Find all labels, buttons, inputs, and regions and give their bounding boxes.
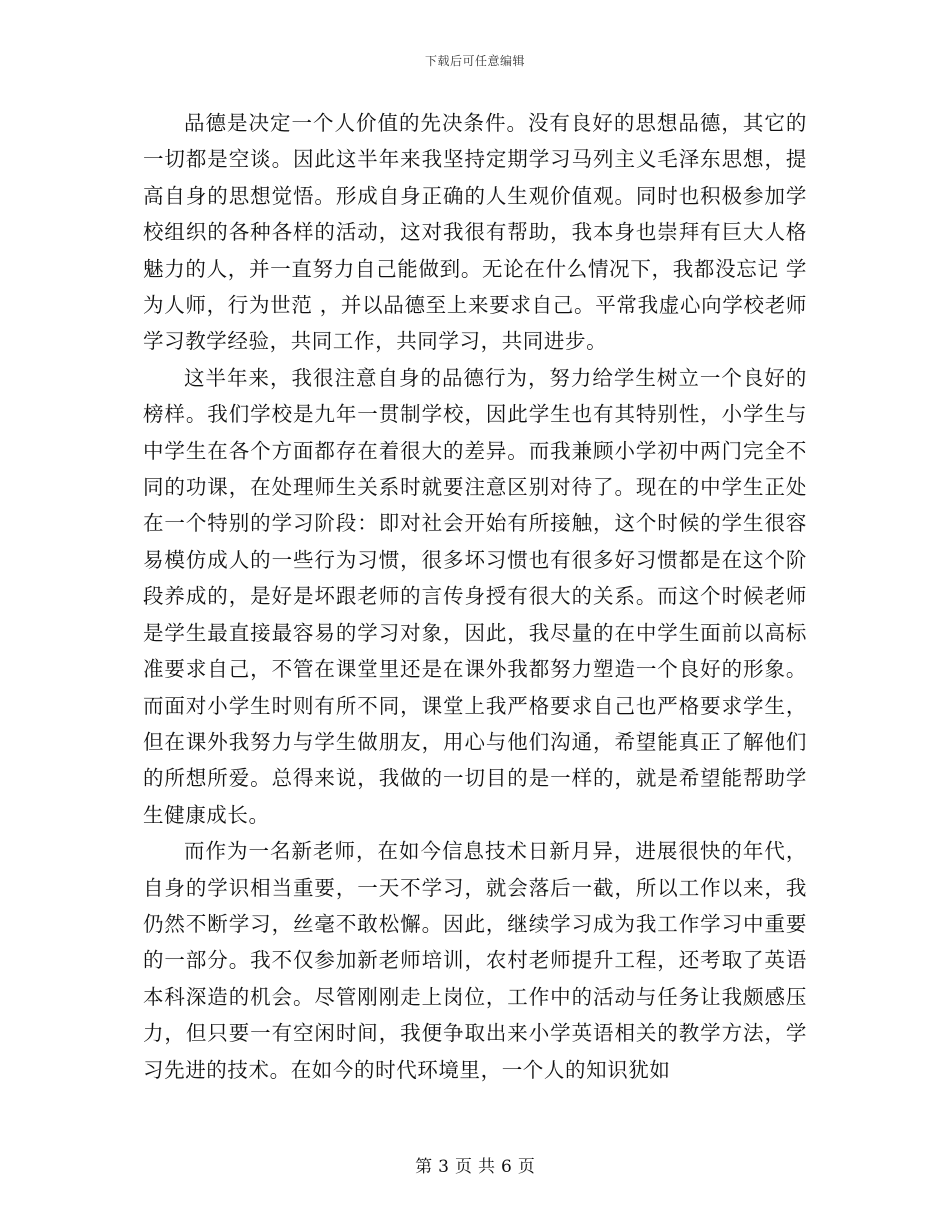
- footer-page-word: 页: [455, 1157, 472, 1177]
- total-pages-number: 6: [501, 1157, 512, 1177]
- document-body: [143, 105, 807, 1088]
- footer-suffix: 页: [517, 1157, 535, 1177]
- footer-prefix: 第: [415, 1157, 433, 1177]
- footer-total-word: 共: [478, 1157, 495, 1177]
- paragraph-2: 这半年来，我很注意自身的品德行为，努力给学生树立一个良好的榜样。我们学校是九年一贯制学校，因此学生也有其特别性，小学生与中学生在各个方面都存在着很大的差异。而我兼顾小学初中两门完全不同的功课，在处理师生关系时就要注意区别对待了。现在的中学生正处在一个特别的学习阶段：即对社会开始有所接触，这个时候的学生很容易模仿成人的一些行为习惯，很多坏习惯也有很多好习惯都是在这个阶段养成的，是好是坏跟老师的言传身授有很大的关系。而这个时候老师是学生最直接最容易的学习对象，因此，我尽量的在中学生面前以高标准要求自己，不管在课堂里还是在课外我都努力塑造一个良好的形象。而面对小学生时则有所不同，课堂上我严格要求自己也严格要求学生，但在课外我努力与学生做朋友，用心与他们沟通，希望能真正了解他们的所想所爱。总得来说，我做的一切目的是一样的，就是希望能帮助学生健康成长。: [143, 365, 807, 827]
- page-footer: [0, 1152, 950, 1177]
- paragraph-1: 品德是决定一个人价值的先决条件。没有良好的思想品德，其它的一切都是空谈。因此这半年来我坚持定期学习马列主义毛泽东思想，提高自身的思想觉悟。形成自身正确的人生观价值观。同时也积极参加学校组织的各种各样的活动，这对我很有帮助，我本身也崇拜有巨大人格魅力的人，并一直努力自己能做到。无论在什么情况下，我都没忘记 学为人师，行为世范 ，并以品德至上来要求自己。平常我虚心向学校老师学习教学经验，共同工作，共同学习，共同进步。: [143, 111, 807, 354]
- page-header: 下载后可任意编辑: [424, 54, 525, 68]
- paragraph-3: 而作为一名新老师，在如今信息技术日新月异，进展很快的年代，自身的学识相当重要，一天不学习，就会落后一截，所以工作以来，我仍然不断学习，丝毫不敢松懈。因此，继续学习成为我工作学习中重要的一部分。我不仅参加新老师培训，农村老师提升工程，还考取了英语本科深造的机会。尽管刚刚走上岗位，工作中的活动与任务让我颇感压力，但只要一有空闲时间，我便争取出来小学英语相关的教学方法，学习先进的技术。在如今的时代环境里，一个人的知识犹如: [143, 839, 807, 1082]
- current-page-number: 3: [438, 1157, 449, 1177]
